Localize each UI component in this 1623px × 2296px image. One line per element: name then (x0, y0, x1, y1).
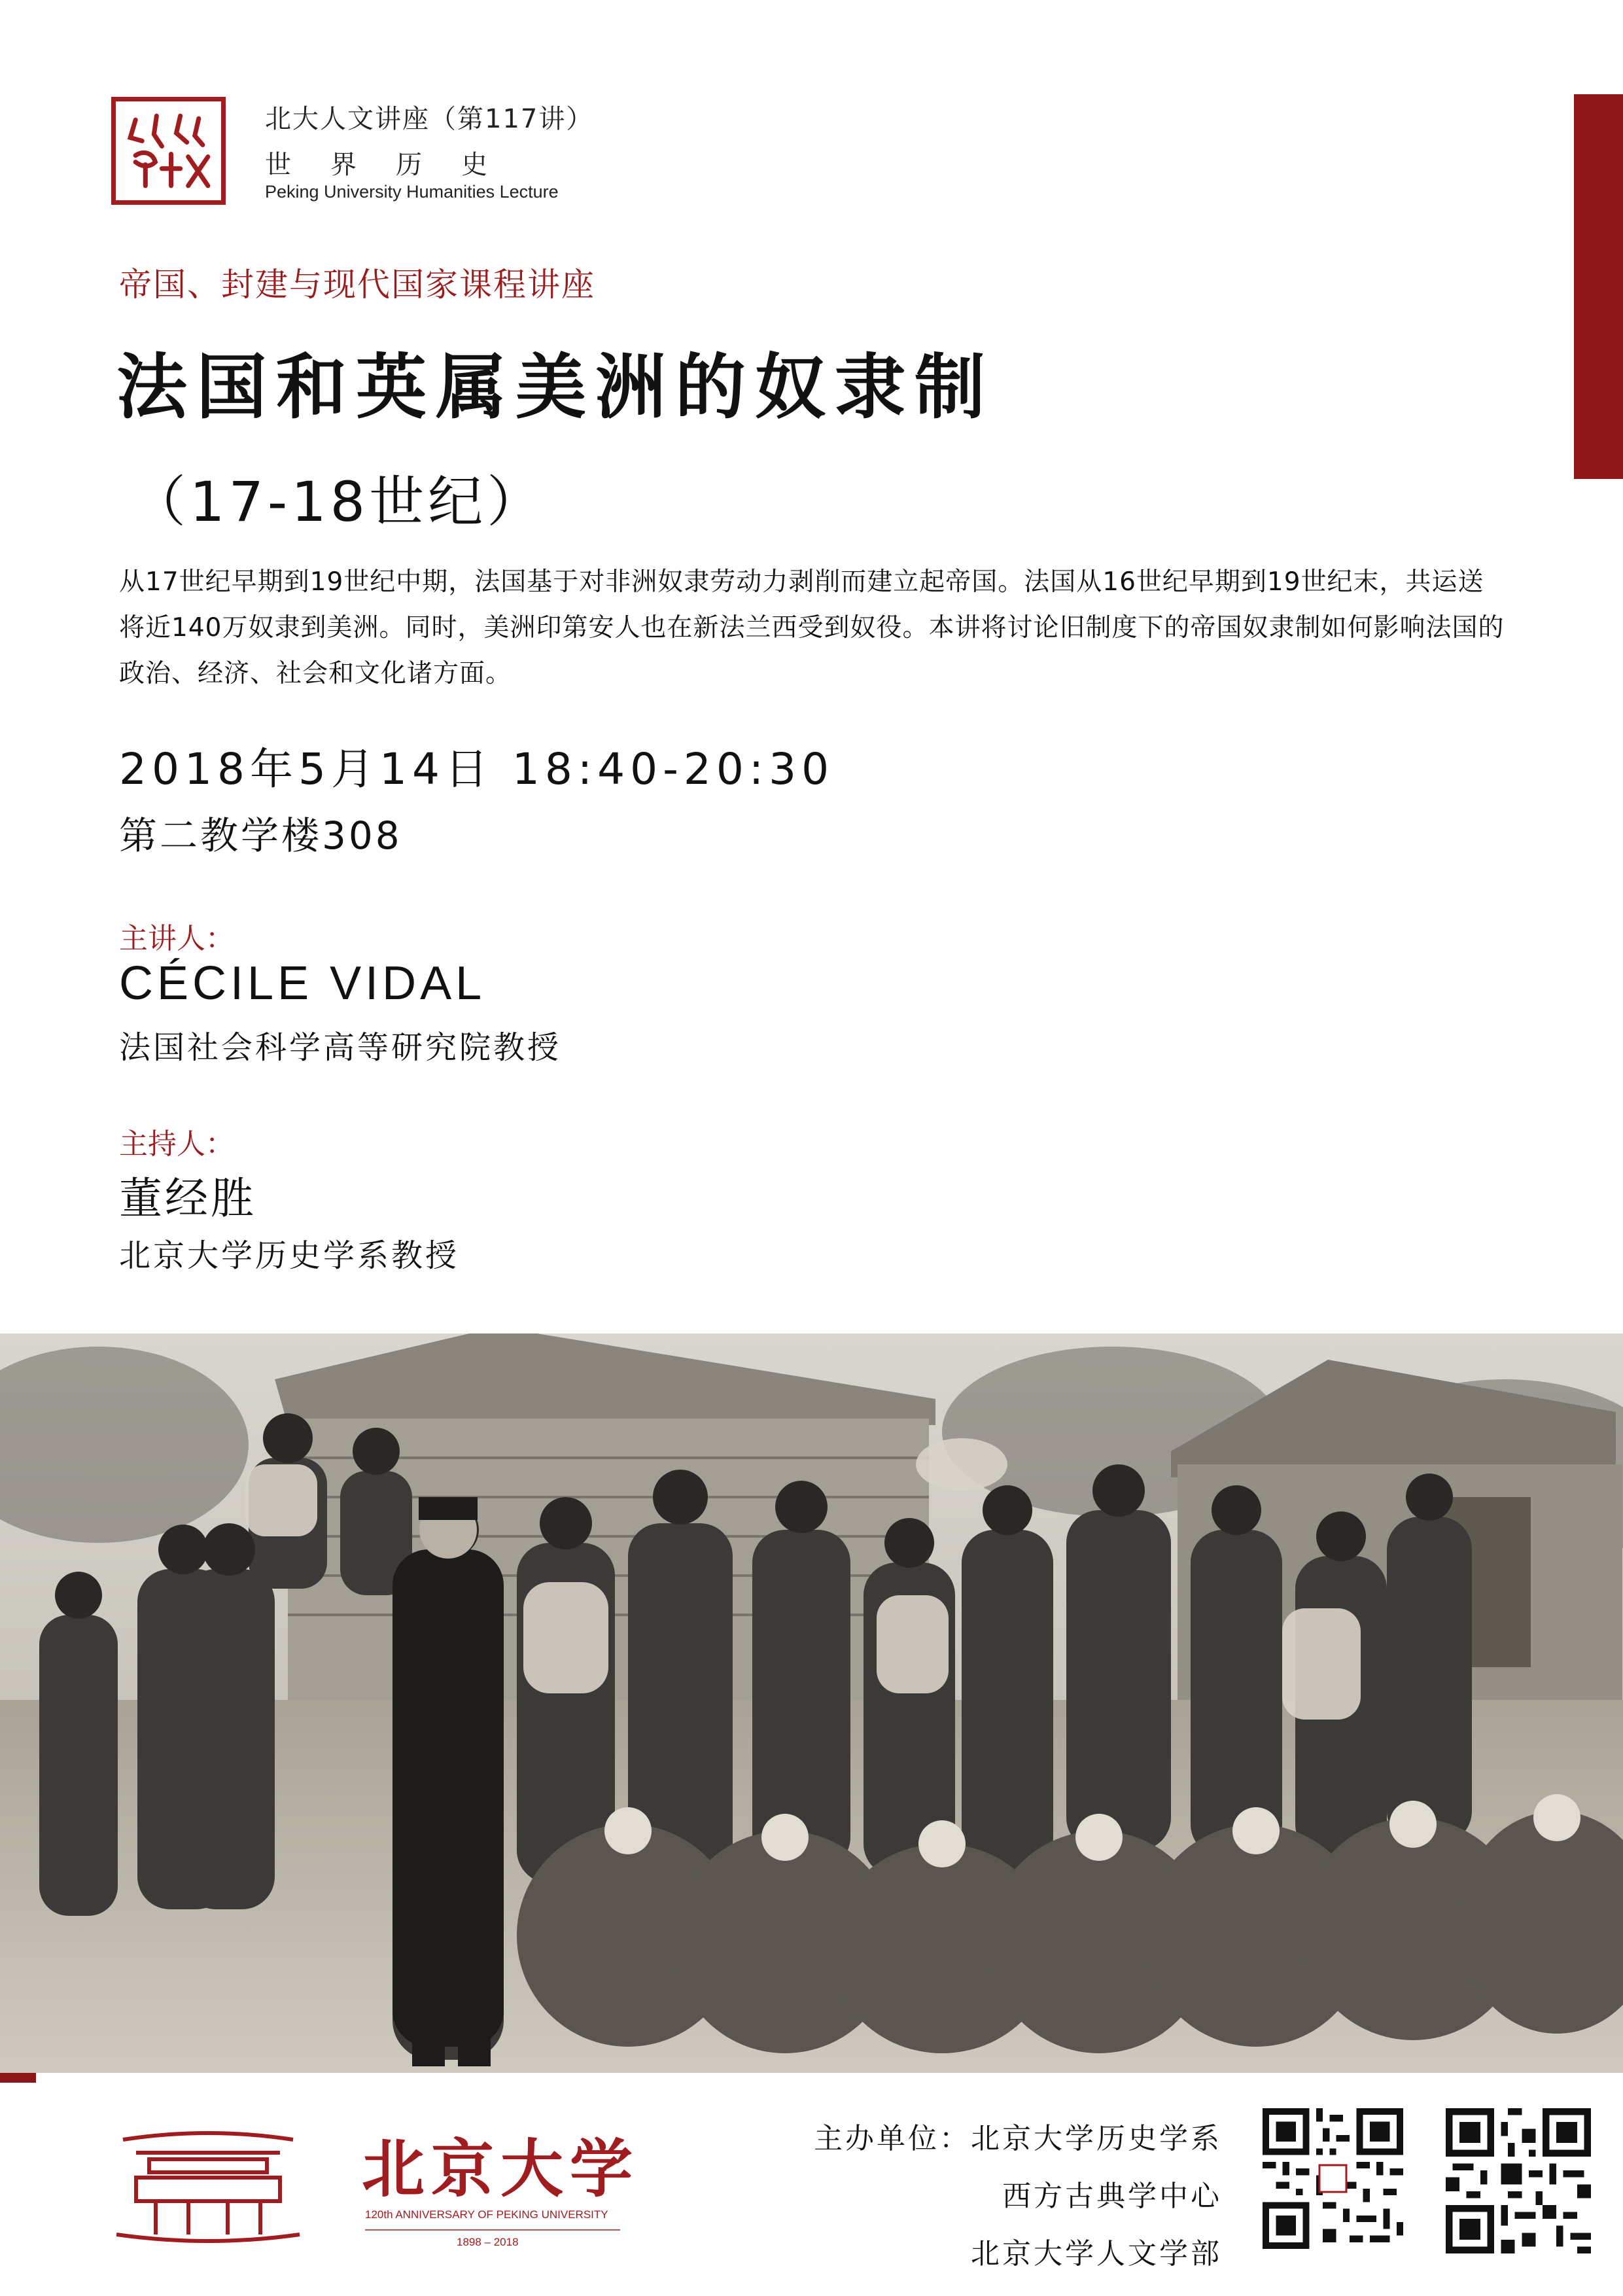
speaker-name: CÉCILE VIDAL (119, 957, 486, 1010)
pku-logo (116, 2120, 666, 2251)
organizer-line-3: 北京大学人文学部 (971, 2237, 1222, 2270)
lecture-title: 法国和英属美洲的奴隶制 (116, 347, 995, 429)
qr-code-icon (1263, 2108, 1403, 2249)
speaker-label: 主讲人： (119, 922, 234, 955)
host-label: 主持人： (119, 1127, 234, 1161)
qr-code-classics-center[interactable] (1446, 2108, 1591, 2253)
host-name: 董经胜 (119, 1173, 256, 1224)
pku-gate-icon (116, 2120, 666, 2251)
organizer-line-2: 西方古典学中心 (1002, 2180, 1222, 2213)
host-title: 北京大学历史学系教授 (119, 1237, 460, 1274)
course-title: 帝国、封建与现代国家课程讲座 (119, 266, 595, 304)
humanities-seal-logo (111, 97, 226, 205)
event-venue: 第二教学楼308 (119, 813, 402, 858)
historical-photo (0, 1333, 1623, 2073)
accent-bar-right (1574, 94, 1623, 479)
event-datetime: 2018年5月14日 18:40-20:30 (119, 744, 835, 794)
abstract-text: 从17世纪早期到19世纪中期，法国基于对非洲奴隶劳动力剥削而建立起帝国。法国从16世纪早期到19世纪末，共运送将近140万奴隶到美洲。同时，美洲印第安人也在新法兰西受到奴役。本讲将讨论旧制度下的帝国奴隶制如何影响法国的政治、经济、社会和文化诸方面。 (119, 567, 1505, 688)
pku-name-calligraphy: 北京大学 (362, 2132, 639, 2206)
pku-anniversary: 120th ANNIVERSARY OF PEKING UNIVERSITY (365, 2208, 608, 2221)
speaker-title: 法国社会科学高等研究院教授 (119, 1029, 562, 1066)
group-photo-illustration (0, 1333, 1623, 2073)
qr-code-icon (1446, 2108, 1591, 2253)
lecture-series-english: Peking University Humanities Lecture (265, 182, 559, 202)
lecture-subject: 世界历史 (265, 150, 527, 180)
seal-glyph-icon (116, 101, 221, 200)
qr-code-history-dept[interactable] (1263, 2108, 1403, 2249)
pku-years: 1898 – 2018 (457, 2236, 519, 2248)
lecture-series-title: 北大人文讲座（第117讲） (265, 104, 594, 134)
lecture-subtitle: （17-18世纪） (131, 470, 546, 534)
organizer-line-1: 主办单位：北京大学历史学系 (814, 2122, 1222, 2155)
